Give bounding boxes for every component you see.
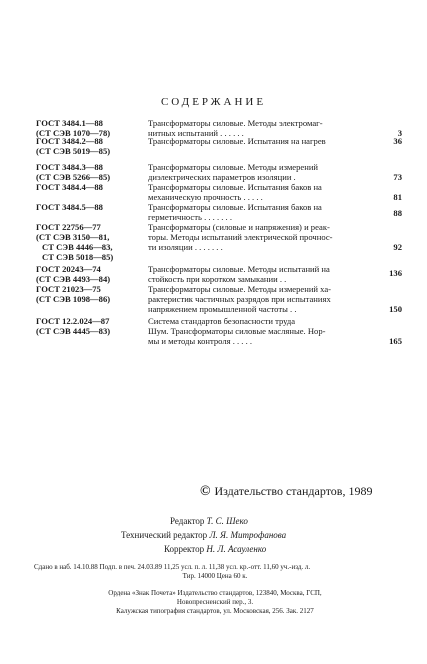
gost-code: ГОСТ 22756—77 (СТ СЭВ 3150—81, СТ СЭВ 4446—83, СТ СЭВ 5018—85) [36,222,114,262]
tech-editor-line: Технический редактор Л. Я. Митрофанова [121,530,287,540]
toc-entry [36,118,404,136]
gost-code: ГОСТ 21023—75 (СТ СЭВ 1098—86) [36,284,111,304]
gost-code: ГОСТ 3484.3—88 (СТ СЭВ 5266—85) [36,162,111,182]
entry-title: Трансформаторы силовые. Методы электромаг- нитных испытаний . . . . . . [148,118,323,138]
entry-title: Система стандартов безопасности труда Шум. Трансформаторы силовые масляные. Нор- мы и методы контроля . . . . . [148,316,326,346]
entry-title: Трансформаторы силовые. Методы измерений ха- рактеристик частичных разрядов при испытаниях напряжением промышленной частоты . . [148,284,332,314]
copyright-text: Издательство стандартов, 1989 [214,484,373,498]
print-run: Тир. 14000 Цена 60 к. [182,572,248,580]
copyright-notice [200,484,372,500]
publisher-address: Новопресненский пер., 3. [176,598,254,606]
print-details: Сдано в наб. 14.10.88 Подп. в печ. 24.03.89 11,25 усл. п. л. 11,38 усл. кр.-отт. 11,60 уч.-изд. л. [34,563,311,571]
entry-title: Трансформаторы силовые. Методы измерений диэлектрических параметров изоляции . [148,162,319,182]
gost-code: ГОСТ 20243—74 (СТ СЭВ 4493—84) [36,264,111,284]
gost-code: ГОСТ 3484.1—88 (СТ СЭВ 1070—78) [36,118,111,138]
page-number: 165 [389,336,402,346]
imprint-block [34,563,396,616]
copyright-icon: © [200,484,211,499]
page-number: 92 [393,242,402,252]
gost-code: ГОСТ 12.2.024—87 (СТ СЭВ 4445—83) [36,316,111,336]
gost-code: ГОСТ 3484.2—88 (СТ СЭВ 5019—85) [36,136,111,156]
toc-entry [36,136,404,162]
page-number: 73 [393,172,402,182]
toc-entry [36,202,404,222]
entry-title: Трансформаторы силовые. Испытания баков на герметичность . . . . . . . [148,202,322,222]
entry-title: Трансформаторы силовые. Испытания на нагрев [148,136,326,146]
page-number: 88 [393,208,402,218]
entry-title: Трансформаторы силовые. Методы испытаний на стойкость при коротком замыкании . . [148,264,330,284]
page-number: 136 [389,268,402,278]
toc-entry [36,284,404,316]
page-number: 36 [393,136,402,146]
toc-entry [36,264,404,284]
publisher: Ордена «Знак Почета» Издательство стандартов, 123840, Москва, ГСП, [108,589,322,597]
gost-code: ГОСТ 3484.4—88 [36,182,103,192]
page-number: 81 [393,192,402,202]
toc-entry [36,162,404,182]
table-of-contents [36,118,404,350]
entry-title: Трансформаторы силовые. Испытания баков на механическую прочность . . . . . [148,182,322,202]
entry-title: Трансформаторы (силовые и напряжения) и реак- торы. Методы испытаний электрической прочнос- ти изоляции . . . . . . . [148,222,333,252]
page-title: СОДЕРЖАНИЕ [160,96,267,108]
toc-entry [36,182,404,202]
gost-code: ГОСТ 3484.5—88 [36,202,103,212]
page-number: 3 [397,128,402,138]
toc-entry [36,222,404,264]
toc-entry [36,316,404,350]
page-number: 150 [389,304,402,314]
editor-line: Редактор Т. С. Шеко [170,516,248,526]
printing-house: Калужская типография стандартов, ул. Московская, 256. Зак. 2127 [116,607,314,615]
proofreader-line: Корректор Н. Л. Асауленко [164,544,267,554]
